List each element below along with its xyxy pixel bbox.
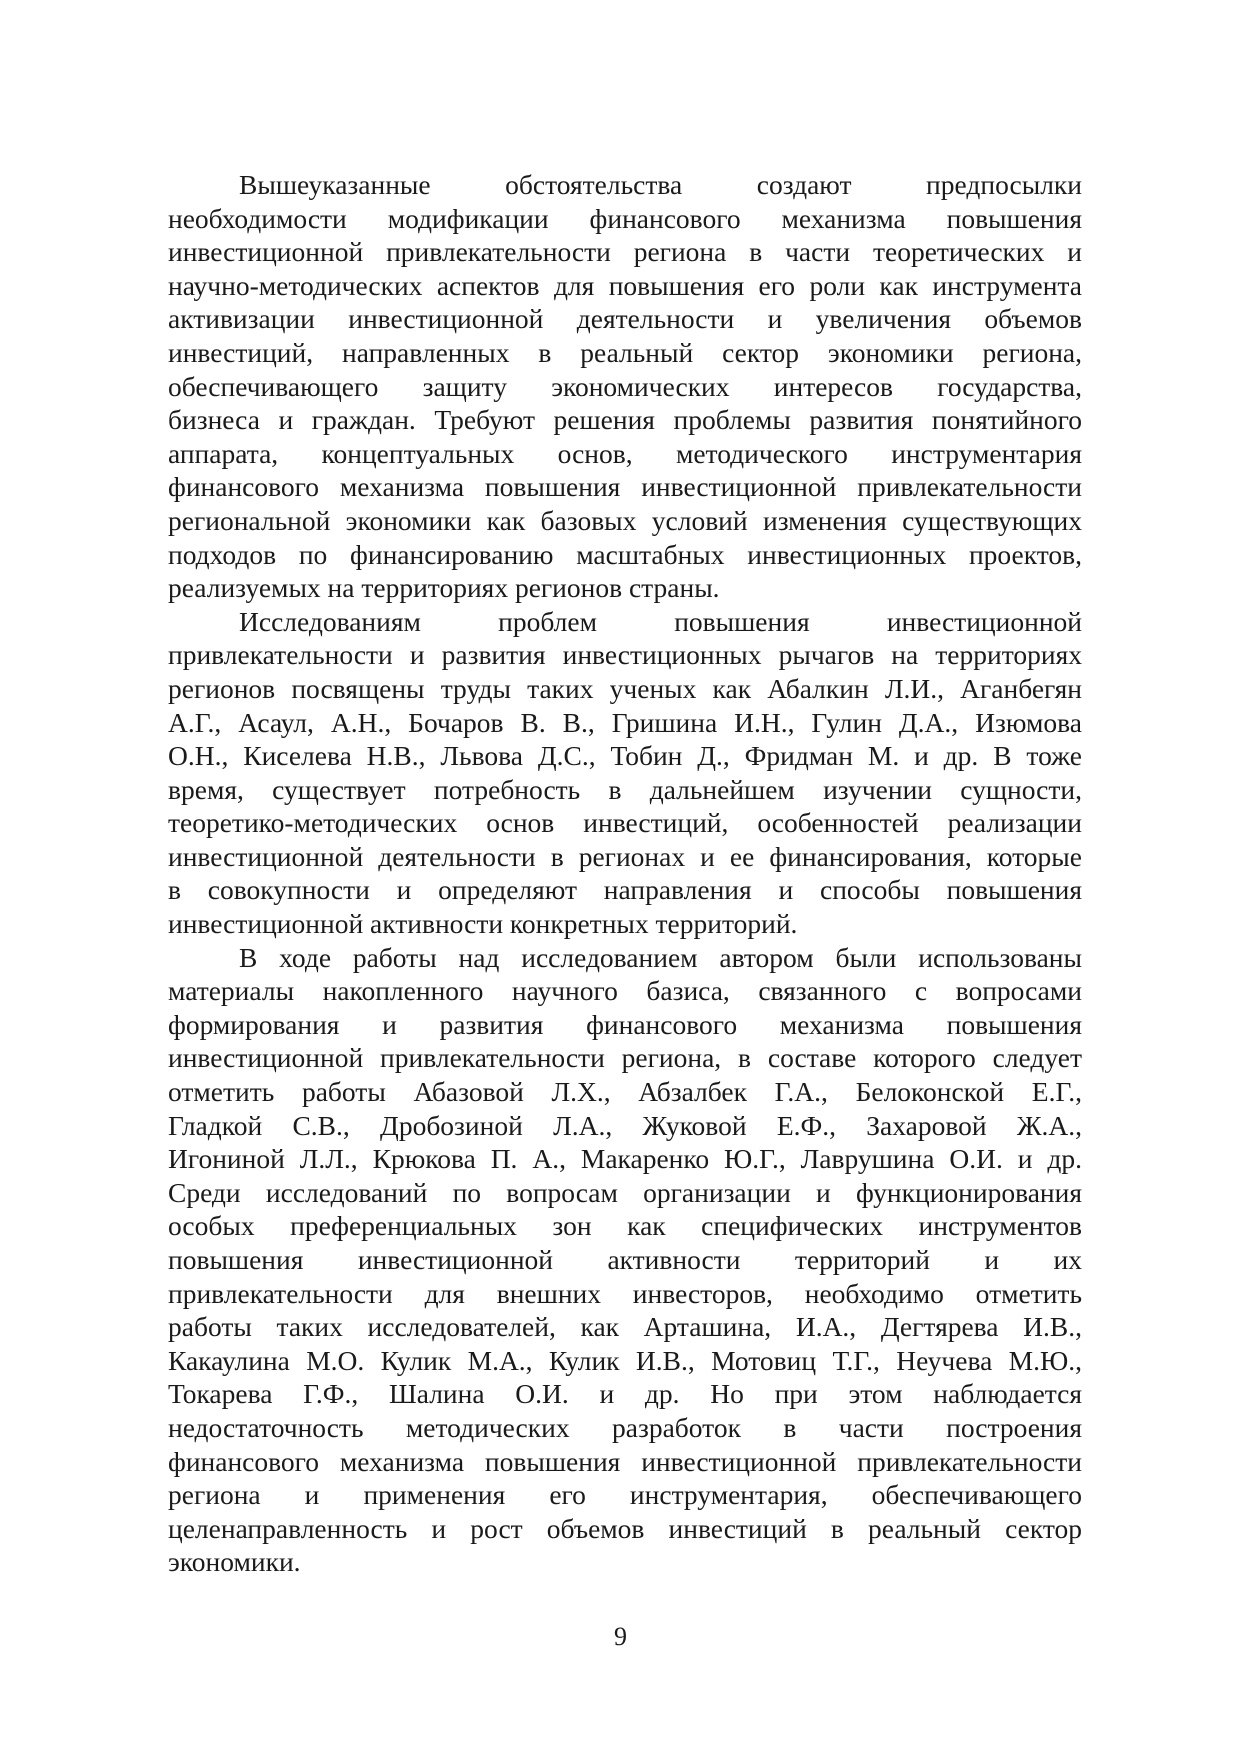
paragraph-3: [168, 941, 1082, 1579]
text-line: отметить работы Абазовой Л.Х., Абзалбек Г.А., Белоконской Е.Г.,: [168, 1076, 1082, 1108]
text-line: научно-методических аспектов для повышения его роли как инструмента: [168, 269, 1082, 301]
text-line: работы таких исследователей, как Арташина, И.А., Дегтярева И.В.,: [168, 1311, 1082, 1343]
text-line: финансового механизма повышения инвестиционной привлекательности: [168, 471, 1082, 503]
text-line: экономики.: [168, 1546, 301, 1578]
paragraph-2: [168, 605, 1082, 941]
text-line: активизации инвестиционной деятельности и увеличения объемов: [168, 303, 1082, 335]
text-line: материалы накопленного научного базиса, связанного с вопросами: [168, 975, 1082, 1007]
text-line: в совокупности и определяют направления и способы повышения: [168, 874, 1082, 906]
text-line: бизнеса и граждан. Требуют решения проблемы развития понятийного: [168, 404, 1082, 436]
text-line: формирования и развития финансового механизма повышения: [168, 1008, 1082, 1040]
text-line: аппарата, концептуальных основ, методического инструментария: [168, 437, 1082, 469]
text-line: инвестиционной привлекательности региона в части теоретических и: [168, 236, 1082, 268]
text-line: инвестиционной деятельности в регионах и ее финансирования, которые: [168, 840, 1082, 872]
text-line: В ходе работы над исследованием автором были использованы: [239, 941, 1082, 973]
text-line: обеспечивающего защиту экономических интересов государства,: [168, 370, 1082, 402]
text-line: инвестиционной привлекательности региона, в составе которого следует: [168, 1042, 1082, 1074]
text-line: реализуемых на территориях регионов страны.: [168, 572, 720, 604]
body-text: [168, 168, 1082, 1579]
text-line: финансового механизма повышения инвестиционной привлекательности: [168, 1445, 1082, 1477]
text-line: повышения инвестиционной активности территорий и их: [168, 1244, 1082, 1275]
text-line: инвестиций, направленных в реальный сектор экономики региона,: [168, 336, 1082, 368]
text-line: особых преференциальных зон как специфических инструментов: [168, 1210, 1082, 1242]
text-line: подходов по финансированию масштабных инвестиционных проектов,: [168, 538, 1082, 570]
text-line: Какаулина М.О. Кулик М.А., Кулик И.В., Мотовиц Т.Г., Неучева М.Ю.,: [168, 1344, 1082, 1376]
text-line: привлекательности для внешних инвесторов, необходимо отметить: [168, 1277, 1082, 1309]
text-line: региональной экономики как базовых условий изменения существующих: [168, 504, 1082, 536]
text-line: Токарева Г.Ф., Шалина О.И. и др. Но при этом наблюдается: [168, 1378, 1082, 1410]
text-line: регионов посвящены труды таких ученых как Абалкин Л.И., Аганбегян: [168, 672, 1082, 704]
text-line: Игониной Л.Л., Крюкова П. А., Макаренко Ю.Г., Лаврушина О.И. и др.: [168, 1143, 1082, 1175]
text-line: Исследованиям проблем повышения инвестиционной: [239, 605, 1082, 637]
text-line: теоретико-методических основ инвестиций, особенностей реализации: [168, 807, 1082, 839]
text-line: время, существует потребность в дальнейшем изучении сущности,: [168, 773, 1082, 805]
text-line: региона и применения его инструментария, обеспечивающего: [168, 1479, 1082, 1511]
text-line: недостаточность методических разработок в части построения: [168, 1411, 1082, 1443]
text-line: Среди исследований по вопросам организации и функционирования: [168, 1176, 1082, 1208]
paragraph-1: [168, 168, 1082, 605]
text-line: Гладкой С.В., Дробозиной Л.А., Жуковой Е.Ф., Захаровой Ж.А.,: [168, 1109, 1082, 1141]
text-line: Вышеуказанные обстоятельства создают предпосылки: [239, 169, 1082, 200]
text-line: необходимости модификации финансового механизма повышения: [168, 202, 1082, 234]
text-line: целенаправленность и рост объемов инвестиций в реальный сектор: [168, 1512, 1082, 1544]
text-line: А.Г., Асаул, А.Н., Бочаров В. В., Гришина И.Н., Гулин Д.А., Изюмова: [168, 706, 1082, 738]
page-number: 9: [614, 1622, 627, 1651]
text-line: инвестиционной активности конкретных территорий.: [168, 908, 798, 940]
text-line: привлекательности и развития инвестиционных рычагов на территориях: [168, 639, 1082, 671]
text-line: О.Н., Киселева Н.В., Львова Д.С., Тобин Д., Фридман М. и др. В тоже: [168, 740, 1082, 772]
